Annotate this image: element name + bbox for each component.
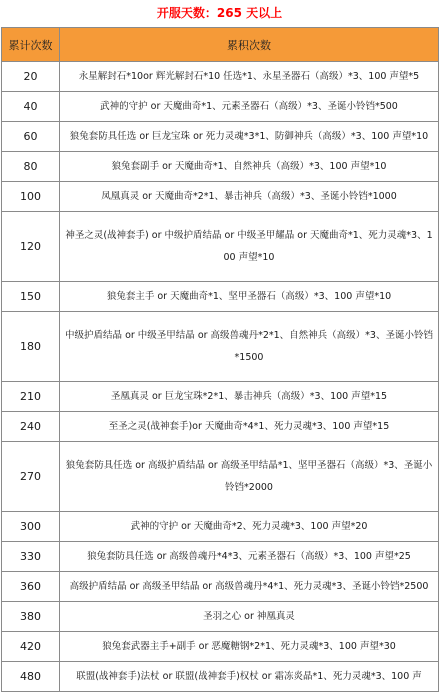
row-count: 480 — [2, 662, 60, 692]
row-count: 20 — [2, 62, 60, 92]
row-reward: 武神的守护 or 天魔曲奇*2、死力灵魂*3、100 声望*20 — [60, 512, 439, 542]
row-reward: 永星解封石*10or 辉光解封石*10 任选*1、永星圣器石（高级）*3、100 声望*5 — [60, 62, 439, 92]
row-reward: 狼兔套防具任选 or 巨龙宝珠 or 死力灵魂*3*1、防御神兵（高级）*3、100 声望*10 — [60, 122, 439, 152]
row-count: 120 — [2, 212, 60, 282]
header-reward: 累积次数 — [60, 28, 439, 62]
row-reward: 狼兔套主手 or 天魔曲奇*1、坚甲圣器石（高级）*3、100 声望*10 — [60, 282, 439, 312]
row-reward: 狼兔套副手 or 天魔曲奇*1、自然神兵（高级）*3、100 声望*10 — [60, 152, 439, 182]
row-count: 150 — [2, 282, 60, 312]
table-row — [2, 182, 439, 212]
table-row — [2, 212, 439, 282]
row-count: 240 — [2, 412, 60, 442]
header-count: 累计次数 — [2, 28, 60, 62]
row-reward: 高级护盾结晶 or 高级圣甲结晶 or 高级兽魂丹*4*1、死力灵魂*3、圣诞小铃铛*2500 — [60, 572, 439, 602]
row-reward: 凤凰真灵 or 天魔曲奇*2*1、暴击神兵（高级）*3、圣诞小铃铛*1000 — [60, 182, 439, 212]
table-row — [2, 152, 439, 182]
row-count: 300 — [2, 512, 60, 542]
table-row — [2, 312, 439, 382]
row-reward: 中级护盾结晶 or 中级圣甲结晶 or 高级兽魂丹*2*1、自然神兵（高级）*3、圣诞小铃铛*1500 — [60, 312, 439, 382]
row-count: 40 — [2, 92, 60, 122]
table-row — [2, 662, 439, 692]
row-count: 420 — [2, 632, 60, 662]
table-row — [2, 122, 439, 152]
table-row — [2, 62, 439, 92]
table-row — [2, 512, 439, 542]
table-row — [2, 382, 439, 412]
table-row — [2, 602, 439, 632]
row-count: 60 — [2, 122, 60, 152]
row-reward: 神圣之灵(战神套手) or 中级护盾结晶 or 中级圣甲耀晶 or 天魔曲奇*1、死力灵魂*3、100 声望*10 — [60, 212, 439, 282]
row-reward: 狼兔套防具任选 or 高级护盾结晶 or 高级圣甲结晶*1、坚甲圣器石（高级）*3、圣诞小铃铛*2000 — [60, 442, 439, 512]
row-reward: 武神的守护 or 天魔曲奇*1、元素圣器石（高级）*3、圣诞小铃铛*500 — [60, 92, 439, 122]
row-count: 270 — [2, 442, 60, 512]
table-row — [2, 282, 439, 312]
row-reward: 联盟(战神套手)法杖 or 联盟(战神套手)权杖 or 霜冻炎晶*1、死力灵魂*3、100 声 — [60, 662, 439, 692]
row-count: 180 — [2, 312, 60, 382]
table-row — [2, 442, 439, 512]
reward-table — [1, 27, 439, 692]
table-row — [2, 572, 439, 602]
server-days-title: 开服天数：265 天以上 — [156, 6, 283, 20]
table-row — [2, 412, 439, 442]
row-reward-highlight: 圣羽之心 or 神凰真灵 — [60, 602, 439, 632]
row-count: 100 — [2, 182, 60, 212]
row-reward: 狼兔套防具任选 or 高级兽魂丹*4*3、元素圣器石（高级）*3、100 声望*25 — [60, 542, 439, 572]
table-row — [2, 632, 439, 662]
row-count: 380 — [2, 602, 60, 632]
row-reward: 至圣之灵(战神套手)or 天魔曲奇*4*1、死力灵魂*3、100 声望*15 — [60, 412, 439, 442]
row-reward: 圣凰真灵 or 巨龙宝珠*2*1、暴击神兵（高级）*3、100 声望*15 — [60, 382, 439, 412]
row-count: 80 — [2, 152, 60, 182]
table-row — [2, 542, 439, 572]
row-count: 210 — [2, 382, 60, 412]
row-count: 330 — [2, 542, 60, 572]
table-row — [2, 92, 439, 122]
row-reward: 狼兔套武器主手+副手 or 恶魔糖钢*2*1、死力灵魂*3、100 声望*30 — [60, 632, 439, 662]
row-count: 360 — [2, 572, 60, 602]
